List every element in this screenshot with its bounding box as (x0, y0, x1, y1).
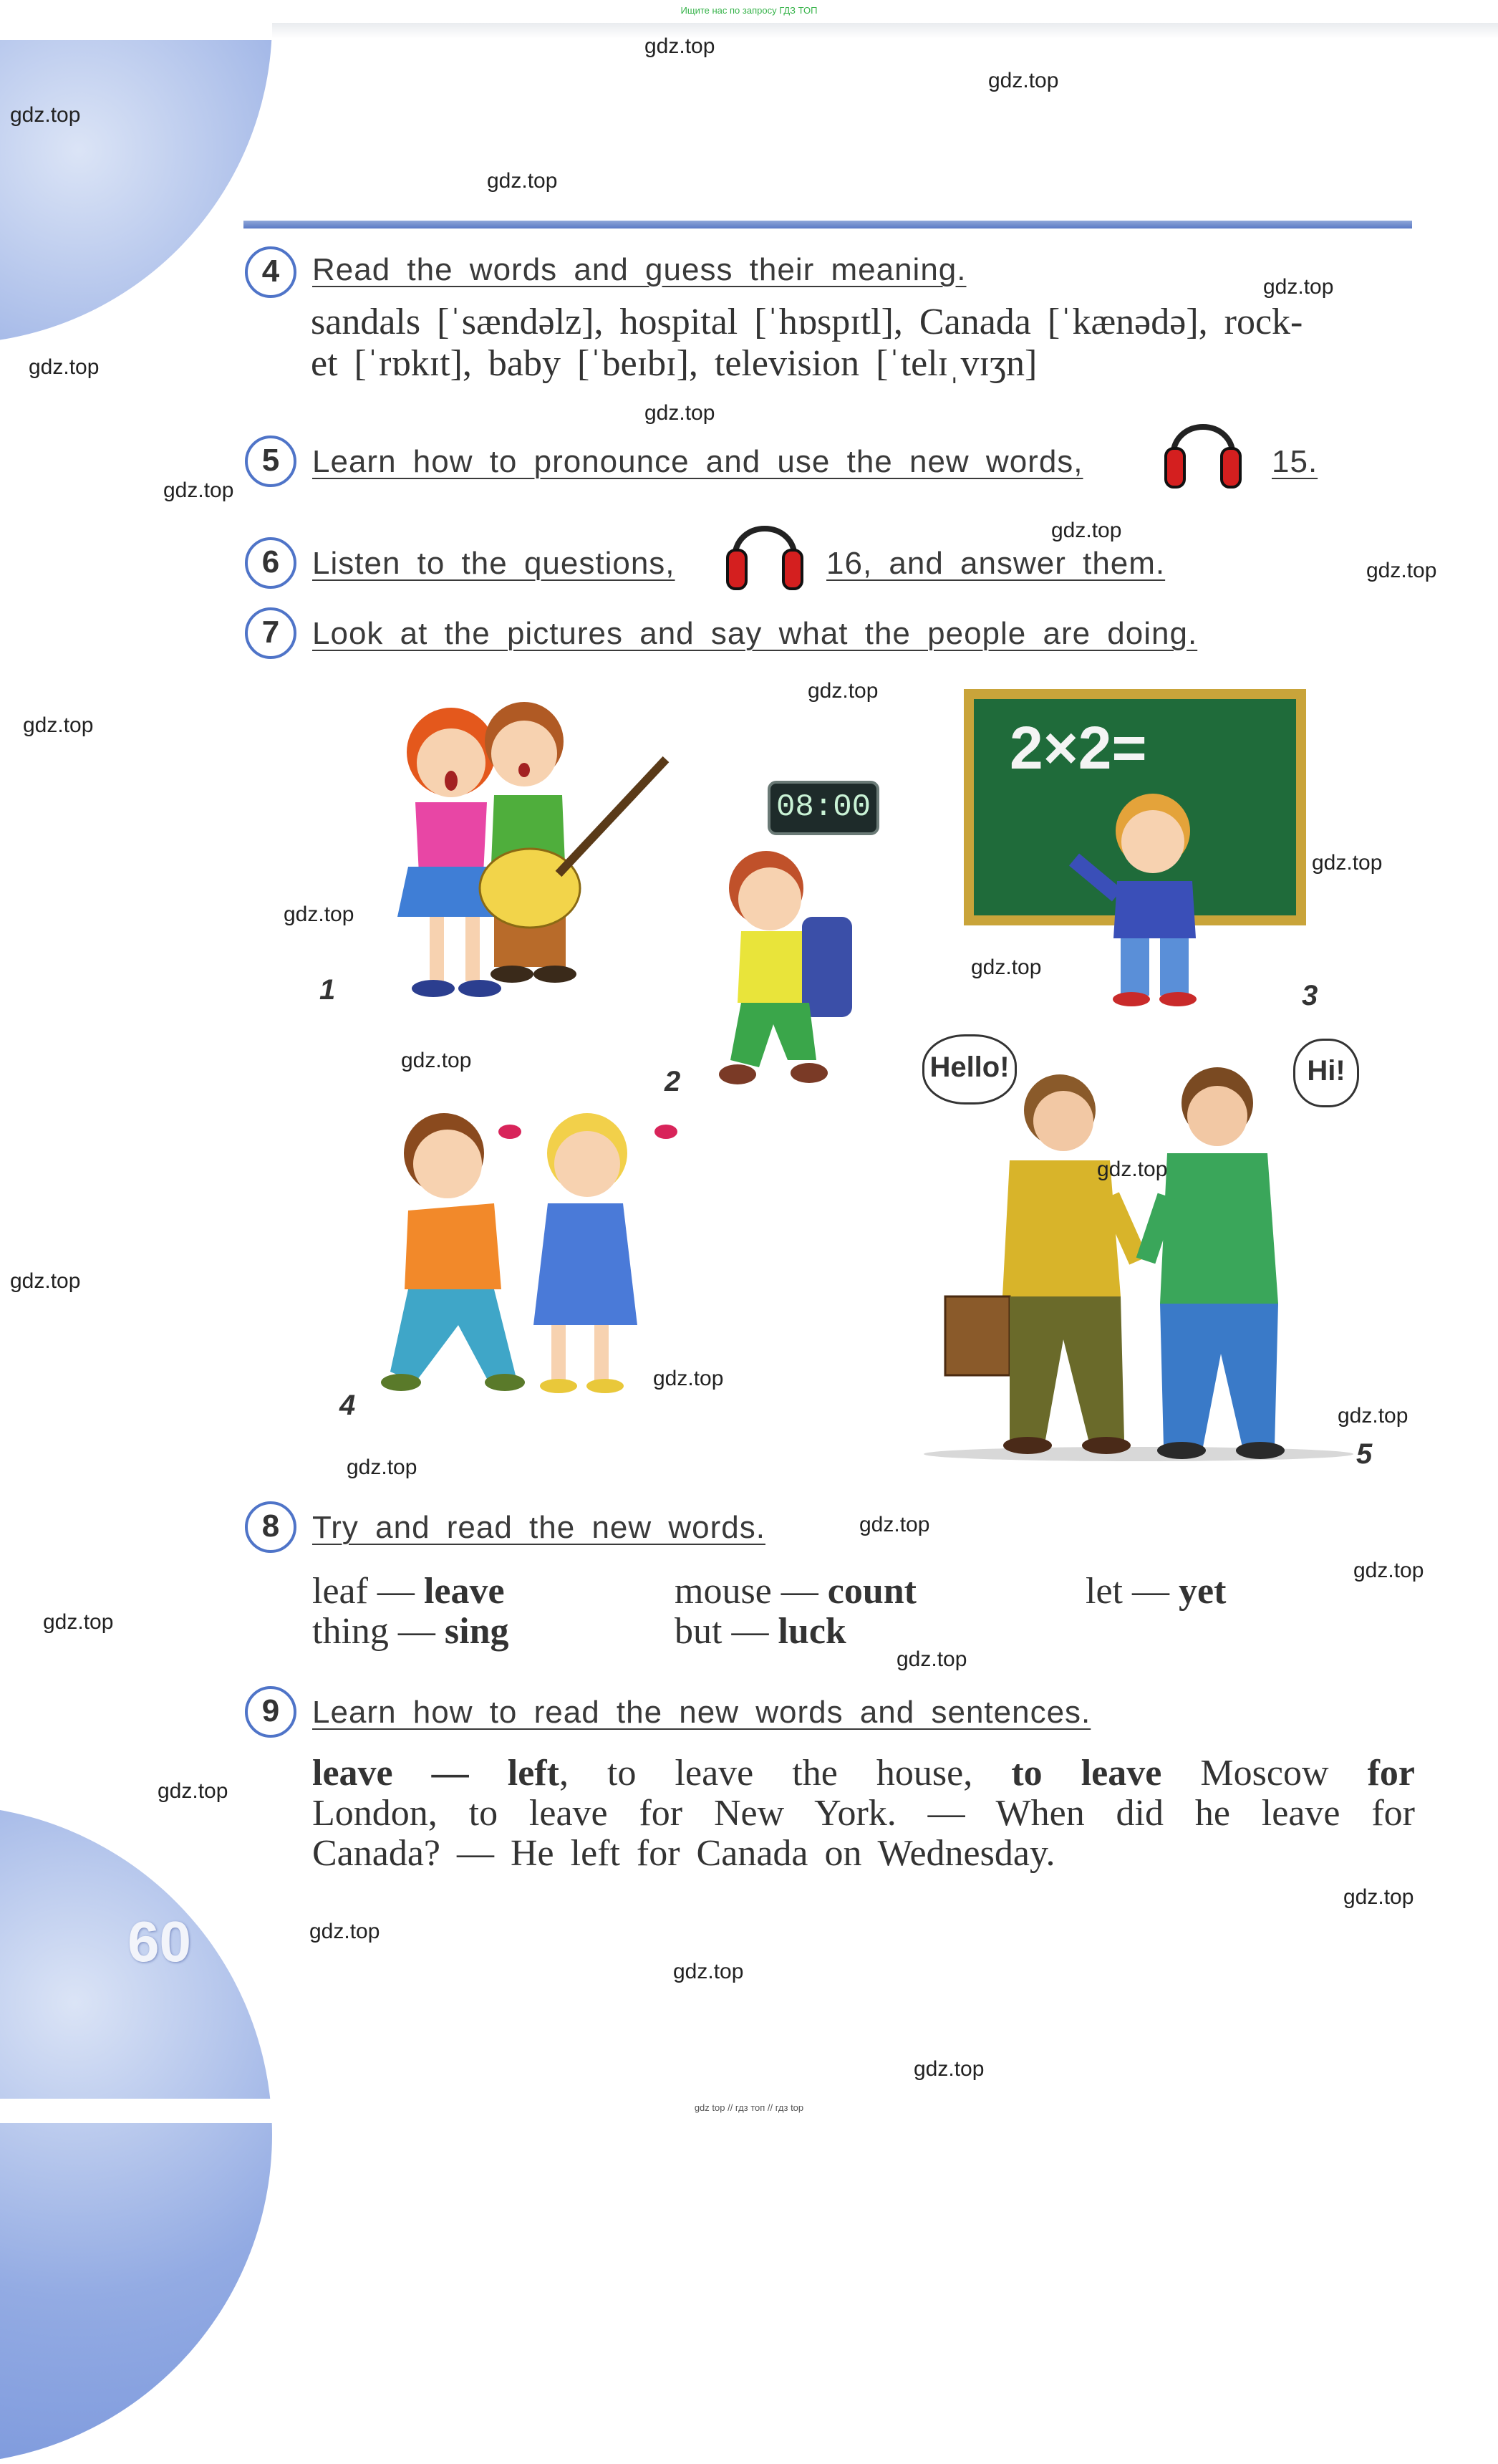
watermark: gdz.top (988, 69, 1059, 92)
exercise-4-instruction: Read the words and guess their meaning. (312, 252, 967, 287)
watermark: gdz.top (309, 1920, 380, 1943)
watermark: gdz.top (487, 169, 558, 193)
text-plain: Moscow (1200, 1753, 1329, 1794)
watermark: gdz.top (10, 103, 81, 127)
word-pair-plain: but — (675, 1611, 769, 1652)
watermark: gdz.top (1353, 1559, 1424, 1582)
exercise-number-7: 7 (245, 607, 296, 659)
corner-mask (0, 0, 272, 40)
picture-boy-and-girl (351, 1096, 687, 1411)
watermark: gdz.top (1051, 519, 1122, 542)
exercise-number-9: 9 (245, 1686, 296, 1738)
exercise-4-words-line-2: et [ˈrɒkɪt], baby [ˈbeɪbɪ], television [ˈtelɪˌvɪʒn] (311, 343, 1038, 384)
word-pair (1086, 1570, 1226, 1612)
word-pair (312, 1570, 505, 1612)
top-banner[interactable]: Ищите нас по запросу ГДЗ ТОП (680, 5, 818, 16)
exercise-number-6: 6 (245, 537, 296, 589)
picture-singing-children (358, 673, 687, 1017)
word-pair (675, 1610, 846, 1652)
watermark: gdz.top (644, 34, 715, 58)
alarm-clock: 08:00 (768, 781, 879, 835)
exercise-5-instruction: Learn how to pronounce and use the new words, (312, 444, 1083, 479)
page-number: 60 (127, 1910, 191, 1973)
text-bold: for (1367, 1753, 1415, 1794)
corner-decoration-top (0, 0, 272, 344)
text-bold: to leave (1011, 1753, 1162, 1794)
watermark: gdz.top (284, 903, 354, 926)
picture-label-2: 2 (665, 1066, 681, 1097)
headphones-icon (1163, 404, 1243, 490)
picture-label-1: 1 (319, 974, 336, 1006)
word-pair (675, 1570, 917, 1612)
picture-label-5: 5 (1356, 1438, 1373, 1470)
watermark: gdz.top (914, 2057, 985, 2081)
chalkboard-text: 2×2= (1010, 714, 1147, 781)
word-pair-bold: yet (1178, 1571, 1227, 1612)
exercise-4-words-line-1: sandals [ˈsændəlz], hospital [ˈhɒspɪtl], Canada [ˈkænədə], rock- (311, 302, 1303, 342)
word-pair-plain: mouse — (675, 1571, 818, 1612)
watermark: gdz.top (1343, 1885, 1414, 1909)
text-bold: leave — left (312, 1753, 559, 1794)
exercise-9-line-1 (312, 1752, 1415, 1794)
exercise-number-5: 5 (245, 435, 296, 487)
speech-bubble-hi: Hi! (1293, 1039, 1359, 1107)
exercise-number-8: 8 (245, 1501, 296, 1553)
exercise-7-instruction: Look at the pictures and say what the people are doing. (312, 616, 1198, 651)
word-pair (312, 1610, 509, 1652)
text-plain: , to leave the house, (559, 1753, 973, 1794)
watermark: gdz.top (10, 1269, 81, 1293)
watermark: gdz.top (29, 355, 100, 379)
word-pair-bold: leave (423, 1571, 505, 1612)
exercise-9-instruction: Learn how to read the new words and sentences. (312, 1695, 1091, 1730)
watermark: gdz.top (653, 1367, 724, 1390)
watermark: gdz.top (163, 478, 234, 502)
watermark: gdz.top (43, 1610, 114, 1634)
word-pair-plain: let — (1086, 1571, 1169, 1612)
word-pair-bold: luck (778, 1611, 846, 1652)
exercise-number-4: 4 (245, 246, 296, 298)
exercise-6-instruction-b: 16, and answer them. (826, 546, 1166, 581)
watermark: gdz.top (1366, 559, 1437, 582)
exercise-5-track: 15. (1272, 444, 1318, 479)
picture-label-3: 3 (1302, 980, 1318, 1011)
watermark: gdz.top (897, 1647, 967, 1671)
watermark: gdz.top (1097, 1158, 1168, 1181)
watermark: gdz.top (673, 1960, 744, 1983)
picture-boy-at-board (1060, 781, 1239, 1010)
word-pair-plain: leaf — (312, 1571, 415, 1612)
watermark: gdz.top (859, 1513, 930, 1536)
word-pair-bold: count (827, 1571, 917, 1612)
watermark: gdz.top (644, 401, 715, 425)
watermark: gdz.top (347, 1455, 417, 1479)
watermark: gdz.top (1312, 851, 1383, 875)
footer-links[interactable]: gdz top // гдз топ // гдз top (694, 2102, 804, 2113)
speech-bubble-hello: Hello! (922, 1034, 1017, 1105)
header-rule (243, 221, 1412, 228)
picture-label-4: 4 (339, 1390, 356, 1421)
exercise-9-line-3: Canada? — He left for Canada on Wednesday. (312, 1833, 1055, 1874)
watermark: gdz.top (158, 1779, 228, 1803)
headphones-icon (725, 506, 805, 592)
picture-boy-walking (702, 845, 888, 1103)
corner-decoration-bottom (0, 1805, 272, 2464)
watermark: gdz.top (401, 1049, 472, 1072)
watermark: gdz.top (808, 679, 879, 703)
watermark: gdz.top (1263, 275, 1334, 299)
picture-men-greeting (917, 1053, 1361, 1461)
exercise-6-instruction-a: Listen to the questions, (312, 546, 675, 581)
word-pair-bold: sing (444, 1611, 509, 1652)
watermark: gdz.top (1338, 1404, 1408, 1428)
watermark: gdz.top (971, 956, 1042, 979)
watermark: gdz.top (23, 713, 94, 737)
exercise-8-instruction: Try and read the new words. (312, 1510, 765, 1545)
word-pair-plain: thing — (312, 1611, 435, 1652)
exercise-9-line-2: London, to leave for New York. — When did he leave for (312, 1793, 1415, 1834)
